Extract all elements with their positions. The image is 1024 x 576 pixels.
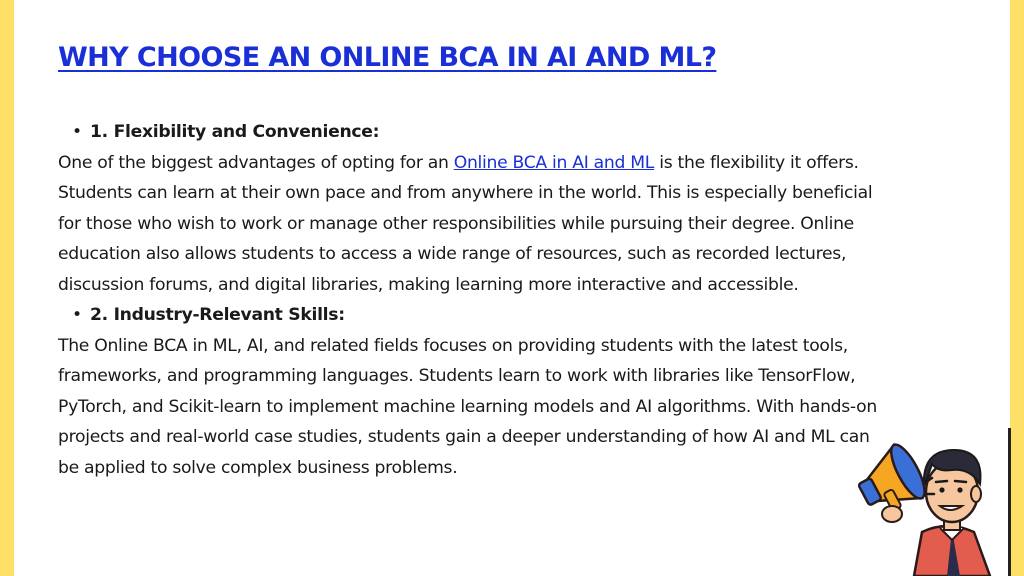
section-heading-skills: • 2. Industry-Relevant Skills: xyxy=(58,300,888,331)
bullet-icon: • xyxy=(72,122,82,142)
online-bca-link[interactable]: Online BCA in AI and ML xyxy=(453,152,655,173)
left-accent-bar xyxy=(0,0,14,576)
bullet-icon: • xyxy=(72,305,82,325)
section-text-skills: The Online BCA in ML, AI, and related fields focuses on providing students with the latest tools, frameworks, and programming languages. Students learn to work with libraries like TensorFlow, PyTorch, and Scikit-learn to implement machine learning models and AI algorithms. With hands-on projects and real-world case studies, students gain a deeper understanding of how AI and ML can be applied to solve complex business problems. xyxy=(58,335,877,478)
section-heading-flexibility: • 1. Flexibility and Convenience: xyxy=(58,117,888,148)
man-with-megaphone-icon xyxy=(852,428,1024,576)
section-text-flexibility: One of the biggest advantages of opting for an Online BCA in AI and ML is the flexibility it offers. Students can learn at their own pace and from anywhere in the world. This is especially beneficial for those who wish to work or manage other responsibilities while pursuing their degree. Online education also allows students to access a wide range of resources, such as recorded lectures, discussion forums, and digital libraries, making learning more interactive and accessible. xyxy=(58,152,873,295)
content-body xyxy=(58,117,888,483)
page-title: WHY CHOOSE AN ONLINE BCA IN AI AND ML? xyxy=(58,42,717,73)
